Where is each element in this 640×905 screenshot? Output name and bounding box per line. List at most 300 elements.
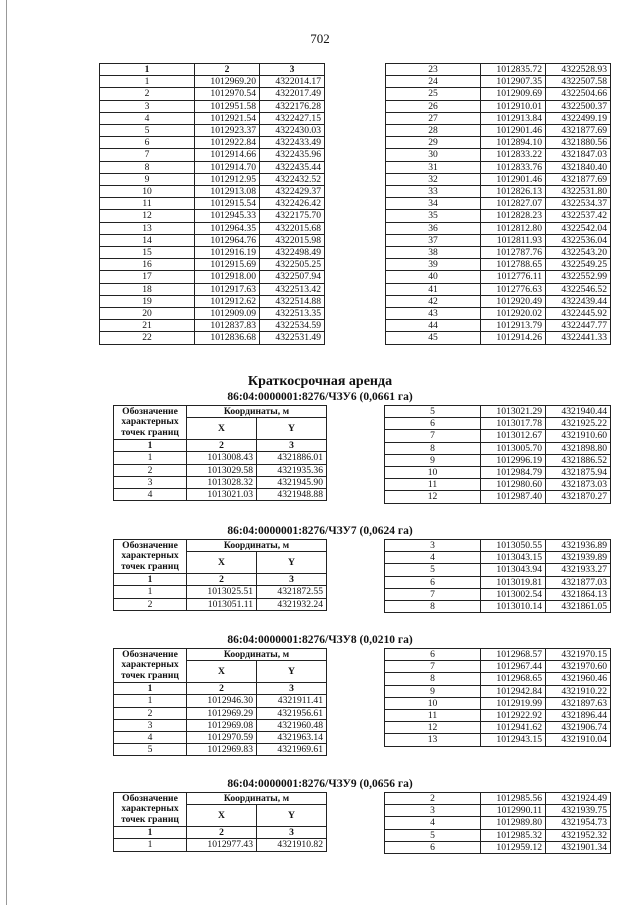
header-row xyxy=(114,540,327,552)
coord-y: 4322432.52 xyxy=(260,173,325,185)
col-number: 3 xyxy=(257,574,327,586)
coord-x: 1012945.33 xyxy=(195,210,260,222)
coord-x: 1012828.23 xyxy=(481,210,546,222)
table-row xyxy=(100,137,325,149)
coord-x: 1012969.20 xyxy=(195,76,260,88)
designation-header: Обозначение характерных точек границ xyxy=(114,793,187,827)
table-row xyxy=(114,489,327,501)
coord-y: 4322546.52 xyxy=(546,283,611,295)
table-row xyxy=(114,707,327,719)
table-row xyxy=(386,283,611,295)
coord-x: 1012788.65 xyxy=(481,259,546,271)
point-number: 5 xyxy=(385,406,481,418)
coord-y: 4322017.49 xyxy=(260,88,325,100)
header-row xyxy=(114,793,327,805)
point-number: 6 xyxy=(100,137,195,149)
table-row xyxy=(114,464,327,476)
coord-y: 4322505.25 xyxy=(260,259,325,271)
coord-y: 4322015.68 xyxy=(260,222,325,234)
coord-x: 1012776.11 xyxy=(481,271,546,283)
point-number: 11 xyxy=(385,710,481,722)
coord-x: 1012989.80 xyxy=(481,817,546,829)
coord-y: 4321924.49 xyxy=(546,793,611,805)
coord-y: 4322552.99 xyxy=(546,271,611,283)
coord-y: 4322514.88 xyxy=(260,295,325,307)
coord-x: 1012951.58 xyxy=(195,100,260,112)
col-number: 1 xyxy=(114,683,187,695)
point-number: 42 xyxy=(386,295,481,307)
coord-x: 1013025.51 xyxy=(187,586,257,598)
point-number: 7 xyxy=(385,588,481,600)
coord-y: 4321847.03 xyxy=(546,149,611,161)
coord-x: 1013050.55 xyxy=(481,540,546,552)
table-row xyxy=(385,601,611,613)
coordinates-header: Координаты, м xyxy=(187,793,327,805)
coord-y: 4322507.58 xyxy=(546,76,611,88)
coord-x: 1012920.02 xyxy=(481,308,546,320)
table-row xyxy=(386,76,611,88)
table-row xyxy=(385,649,611,661)
col-number: 2 xyxy=(187,827,257,839)
table-row xyxy=(100,100,325,112)
table-row xyxy=(386,173,611,185)
x-header: X xyxy=(187,805,257,827)
coord-x: 1012835.72 xyxy=(481,64,546,76)
coord-y: 4321898.80 xyxy=(546,442,611,454)
plot-table-chzu9-left xyxy=(113,792,327,852)
coord-x: 1012918.00 xyxy=(195,271,260,283)
coord-y: 4322445.92 xyxy=(546,308,611,320)
point-number: 5 xyxy=(385,829,481,841)
coord-y: 4321954.73 xyxy=(546,817,611,829)
point-number: 9 xyxy=(100,173,195,185)
coord-x: 1012901.46 xyxy=(481,173,546,185)
table-row xyxy=(100,332,325,344)
coord-y: 4322536.04 xyxy=(546,234,611,246)
point-number: 17 xyxy=(100,271,195,283)
coord-x: 1012913.08 xyxy=(195,186,260,198)
table-row xyxy=(100,173,325,185)
table-row xyxy=(385,805,611,817)
point-number: 3 xyxy=(114,719,187,731)
point-number: 30 xyxy=(386,149,481,161)
plot-table-chzu6-right xyxy=(384,405,611,504)
col-number: 3 xyxy=(257,683,327,695)
column-number-row xyxy=(100,64,325,76)
column-number-row xyxy=(114,683,327,695)
coord-y: 4322531.80 xyxy=(546,186,611,198)
table-row xyxy=(100,161,325,173)
coord-y: 4321936.89 xyxy=(546,540,611,552)
plot-table-chzu6-left xyxy=(113,405,327,501)
point-number: 11 xyxy=(385,479,481,491)
point-number: 4 xyxy=(100,112,195,124)
coord-x: 1012907.35 xyxy=(481,76,546,88)
point-number: 1 xyxy=(114,695,187,707)
point-number: 2 xyxy=(100,88,195,100)
coord-x: 1012915.54 xyxy=(195,198,260,210)
table-row xyxy=(385,454,611,466)
coord-y: 4321910.22 xyxy=(546,685,611,697)
coord-x: 1012914.70 xyxy=(195,161,260,173)
coord-y: 4322427.15 xyxy=(260,112,325,124)
coord-x: 1012917.63 xyxy=(195,283,260,295)
point-number: 6 xyxy=(385,418,481,430)
table-row xyxy=(114,744,327,756)
table-row xyxy=(385,829,611,841)
table-row xyxy=(386,271,611,283)
point-number: 9 xyxy=(385,454,481,466)
coord-x: 1012946.30 xyxy=(187,695,257,707)
coord-y: 4322537.42 xyxy=(546,210,611,222)
point-number: 8 xyxy=(385,673,481,685)
coord-y: 4321877.03 xyxy=(546,576,611,588)
coord-x: 1012913.84 xyxy=(481,112,546,124)
point-number: 28 xyxy=(386,125,481,137)
coord-y: 4321911.41 xyxy=(257,695,327,707)
table-row xyxy=(114,839,327,851)
coord-y: 4321840.40 xyxy=(546,161,611,173)
table-row xyxy=(114,732,327,744)
table-row xyxy=(385,479,611,491)
point-number: 39 xyxy=(386,259,481,271)
coord-y: 4322534.59 xyxy=(260,320,325,332)
coord-y: 4321933.27 xyxy=(546,564,611,576)
table-row xyxy=(100,112,325,124)
y-header: Y xyxy=(257,805,327,827)
col-number: 2 xyxy=(187,574,257,586)
table-row xyxy=(386,64,611,76)
point-number: 2 xyxy=(114,464,187,476)
point-number: 14 xyxy=(100,234,195,246)
col-number: 2 xyxy=(187,683,257,695)
table-row xyxy=(385,685,611,697)
coord-x: 1012912.95 xyxy=(195,173,260,185)
coord-x: 1012915.69 xyxy=(195,259,260,271)
coord-x: 1012826.13 xyxy=(481,186,546,198)
plot-table-chzu9-right xyxy=(384,792,611,854)
table-row xyxy=(100,247,325,259)
coordinates-table-right xyxy=(385,63,611,345)
table-row xyxy=(100,283,325,295)
coord-x: 1012837.83 xyxy=(195,320,260,332)
scan-edge-line xyxy=(6,0,7,905)
coord-x: 1012968.65 xyxy=(481,673,546,685)
coord-x: 1012894.10 xyxy=(481,137,546,149)
point-number: 10 xyxy=(100,186,195,198)
coord-x: 1012922.92 xyxy=(481,710,546,722)
y-header: Y xyxy=(257,418,327,440)
coord-x: 1012836.68 xyxy=(195,332,260,344)
coord-x: 1013005.70 xyxy=(481,442,546,454)
coord-x: 1012980.60 xyxy=(481,479,546,491)
point-number: 27 xyxy=(386,112,481,124)
x-header: X xyxy=(187,418,257,440)
point-number: 8 xyxy=(385,601,481,613)
point-number: 12 xyxy=(385,491,481,503)
table-row xyxy=(100,308,325,320)
coord-x: 1012964.76 xyxy=(195,234,260,246)
point-number: 12 xyxy=(100,210,195,222)
coordinates-table-left xyxy=(99,63,325,345)
coord-x: 1012987.40 xyxy=(481,491,546,503)
point-number: 10 xyxy=(385,467,481,479)
point-number: 5 xyxy=(385,564,481,576)
table-row xyxy=(386,247,611,259)
coord-y: 4321897.63 xyxy=(546,697,611,709)
coord-x: 1012913.79 xyxy=(481,320,546,332)
point-number: 29 xyxy=(386,137,481,149)
coord-x: 1012811.93 xyxy=(481,234,546,246)
point-number: 4 xyxy=(385,817,481,829)
coord-y: 4321910.04 xyxy=(546,734,611,746)
coord-x: 1013043.94 xyxy=(481,564,546,576)
coord-y: 4321932.24 xyxy=(257,598,327,610)
coord-y: 4321940.44 xyxy=(546,406,611,418)
table-row xyxy=(385,817,611,829)
coord-y: 4321945.90 xyxy=(257,476,327,488)
coord-y: 4321901.34 xyxy=(546,841,611,853)
table-row xyxy=(385,576,611,588)
point-number: 1 xyxy=(100,76,195,88)
table-row xyxy=(385,734,611,746)
coord-x: 1012923.37 xyxy=(195,125,260,137)
coord-x: 1012909.69 xyxy=(481,88,546,100)
coord-y: 4321910.82 xyxy=(257,839,327,851)
table-row xyxy=(386,198,611,210)
col-number: 3 xyxy=(257,440,327,452)
table-row xyxy=(385,564,611,576)
x-header: X xyxy=(187,661,257,683)
table-row xyxy=(100,88,325,100)
coord-x: 1013051.11 xyxy=(187,598,257,610)
col-number: 1 xyxy=(100,64,195,76)
point-number: 3 xyxy=(100,100,195,112)
table-row xyxy=(386,125,611,137)
point-number: 20 xyxy=(100,308,195,320)
table-row xyxy=(100,198,325,210)
coord-y: 4321960.48 xyxy=(257,719,327,731)
point-number: 23 xyxy=(386,64,481,76)
coord-x: 1012985.32 xyxy=(481,829,546,841)
table-row xyxy=(114,695,327,707)
table-row xyxy=(114,598,327,610)
coord-y: 4322500.37 xyxy=(546,100,611,112)
table-row xyxy=(386,149,611,161)
coord-y: 4322542.04 xyxy=(546,222,611,234)
coord-y: 4322429.37 xyxy=(260,186,325,198)
point-number: 45 xyxy=(386,332,481,344)
table-row xyxy=(385,552,611,564)
plot-title-chzu7: 86:04:0000001:8276/ЧЗУ7 (0,0624 га) xyxy=(227,525,413,537)
table-row xyxy=(114,452,327,464)
table-row xyxy=(385,467,611,479)
coord-y: 4322534.37 xyxy=(546,198,611,210)
col-number: 2 xyxy=(195,64,260,76)
coord-y: 4321956.61 xyxy=(257,707,327,719)
coord-y: 4321970.60 xyxy=(546,661,611,673)
point-number: 19 xyxy=(100,295,195,307)
point-number: 6 xyxy=(385,841,481,853)
point-number: 31 xyxy=(386,161,481,173)
table-row xyxy=(386,137,611,149)
coord-y: 4322175.70 xyxy=(260,210,325,222)
coord-x: 1013002.54 xyxy=(481,588,546,600)
point-number: 32 xyxy=(386,173,481,185)
point-number: 7 xyxy=(385,661,481,673)
coord-y: 4322430.03 xyxy=(260,125,325,137)
coord-x: 1013012.67 xyxy=(481,430,546,442)
point-number: 40 xyxy=(386,271,481,283)
plot-table-chzu7-right xyxy=(384,539,611,613)
table-row xyxy=(100,222,325,234)
table-row xyxy=(385,673,611,685)
table-row xyxy=(100,234,325,246)
coord-x: 1012969.08 xyxy=(187,719,257,731)
coord-x: 1012969.29 xyxy=(187,707,257,719)
table-row xyxy=(385,491,611,503)
coord-x: 1012964.35 xyxy=(195,222,260,234)
plot-table-chzu8-left xyxy=(113,648,327,756)
coord-y: 4321910.60 xyxy=(546,430,611,442)
point-number: 1 xyxy=(114,586,187,598)
designation-header: Обозначение характерных точек границ xyxy=(114,649,187,683)
point-number: 35 xyxy=(386,210,481,222)
coord-y: 4322528.93 xyxy=(546,64,611,76)
table-row xyxy=(385,588,611,600)
point-number: 16 xyxy=(100,259,195,271)
coord-x: 1012942.84 xyxy=(481,685,546,697)
coord-y: 4321939.89 xyxy=(546,552,611,564)
plot-title-chzu8: 86:04:0000001:8276/ЧЗУ8 (0,0210 га) xyxy=(227,634,413,646)
table-row xyxy=(100,259,325,271)
table-row xyxy=(385,722,611,734)
x-header: X xyxy=(187,552,257,574)
table-row xyxy=(114,476,327,488)
coordinates-header: Координаты, м xyxy=(187,649,327,661)
table-row xyxy=(386,259,611,271)
point-number: 9 xyxy=(385,685,481,697)
coord-y: 4321864.13 xyxy=(546,588,611,600)
table-row xyxy=(114,586,327,598)
point-number: 37 xyxy=(386,234,481,246)
col-number: 1 xyxy=(114,574,187,586)
coord-y: 4322498.49 xyxy=(260,247,325,259)
table-row xyxy=(386,100,611,112)
table-row xyxy=(385,661,611,673)
point-number: 15 xyxy=(100,247,195,259)
point-number: 7 xyxy=(385,430,481,442)
coord-x: 1012916.19 xyxy=(195,247,260,259)
coord-y: 4322499.19 xyxy=(546,112,611,124)
coord-x: 1012921.54 xyxy=(195,112,260,124)
coord-x: 1012776.63 xyxy=(481,283,546,295)
coord-x: 1012812.80 xyxy=(481,222,546,234)
coord-y: 4321948.88 xyxy=(257,489,327,501)
coord-y: 4322543.20 xyxy=(546,247,611,259)
table-row xyxy=(385,697,611,709)
coord-y: 4321896.44 xyxy=(546,710,611,722)
point-number: 5 xyxy=(114,744,187,756)
coord-x: 1012833.76 xyxy=(481,161,546,173)
coord-x: 1012959.12 xyxy=(481,841,546,853)
coord-x: 1013019.81 xyxy=(481,576,546,588)
column-number-row xyxy=(114,827,327,839)
coord-x: 1012901.46 xyxy=(481,125,546,137)
point-number: 8 xyxy=(385,442,481,454)
coord-y: 4322426.42 xyxy=(260,198,325,210)
point-number: 3 xyxy=(385,540,481,552)
table-row xyxy=(386,308,611,320)
coord-x: 1012996.19 xyxy=(481,454,546,466)
column-number-row xyxy=(114,440,327,452)
coord-y: 4322507.94 xyxy=(260,271,325,283)
table-row xyxy=(386,295,611,307)
point-number: 38 xyxy=(386,247,481,259)
table-row xyxy=(386,222,611,234)
point-number: 2 xyxy=(385,793,481,805)
coord-x: 1013008.43 xyxy=(187,452,257,464)
coord-x: 1012941.62 xyxy=(481,722,546,734)
coordinates-header: Координаты, м xyxy=(187,406,327,418)
coord-y: 4321886.52 xyxy=(546,454,611,466)
coord-y: 4321963.14 xyxy=(257,732,327,744)
table-row xyxy=(385,406,611,418)
page-number: 702 xyxy=(310,31,330,46)
point-number: 2 xyxy=(114,707,187,719)
table-row xyxy=(386,161,611,173)
coord-x: 1012970.59 xyxy=(187,732,257,744)
coord-y: 4321960.46 xyxy=(546,673,611,685)
coord-x: 1012920.49 xyxy=(481,295,546,307)
point-number: 18 xyxy=(100,283,195,295)
coord-y: 4321880.56 xyxy=(546,137,611,149)
table-row xyxy=(385,442,611,454)
coord-y: 4322447.77 xyxy=(546,320,611,332)
coord-x: 1012922.84 xyxy=(195,137,260,149)
table-row xyxy=(386,186,611,198)
table-row xyxy=(385,418,611,430)
coord-y: 4321969.61 xyxy=(257,744,327,756)
coord-y: 4321872.55 xyxy=(257,586,327,598)
coord-y: 4321886.01 xyxy=(257,452,327,464)
coord-x: 1012787.76 xyxy=(481,247,546,259)
coord-x: 1012984.79 xyxy=(481,467,546,479)
coord-y: 4321935.36 xyxy=(257,464,327,476)
coord-x: 1012833.22 xyxy=(481,149,546,161)
table-row xyxy=(386,88,611,100)
point-number: 1 xyxy=(114,839,187,851)
table-row xyxy=(386,320,611,332)
designation-header: Обозначение характерных точек границ xyxy=(114,406,187,440)
point-number: 41 xyxy=(386,283,481,295)
table-row xyxy=(385,793,611,805)
table-row xyxy=(386,234,611,246)
header-row xyxy=(114,649,327,661)
coord-y: 4322504.66 xyxy=(546,88,611,100)
point-number: 3 xyxy=(385,805,481,817)
coord-x: 1012914.26 xyxy=(481,332,546,344)
coord-y: 4322513.42 xyxy=(260,283,325,295)
table-row xyxy=(100,210,325,222)
plot-title-chzu9: 86:04:0000001:8276/ЧЗУ9 (0,0656 га) xyxy=(227,778,413,790)
table-row xyxy=(114,719,327,731)
point-number: 26 xyxy=(386,100,481,112)
table-row xyxy=(386,332,611,344)
coord-y: 4321861.05 xyxy=(546,601,611,613)
table-row xyxy=(386,112,611,124)
coord-x: 1012970.54 xyxy=(195,88,260,100)
